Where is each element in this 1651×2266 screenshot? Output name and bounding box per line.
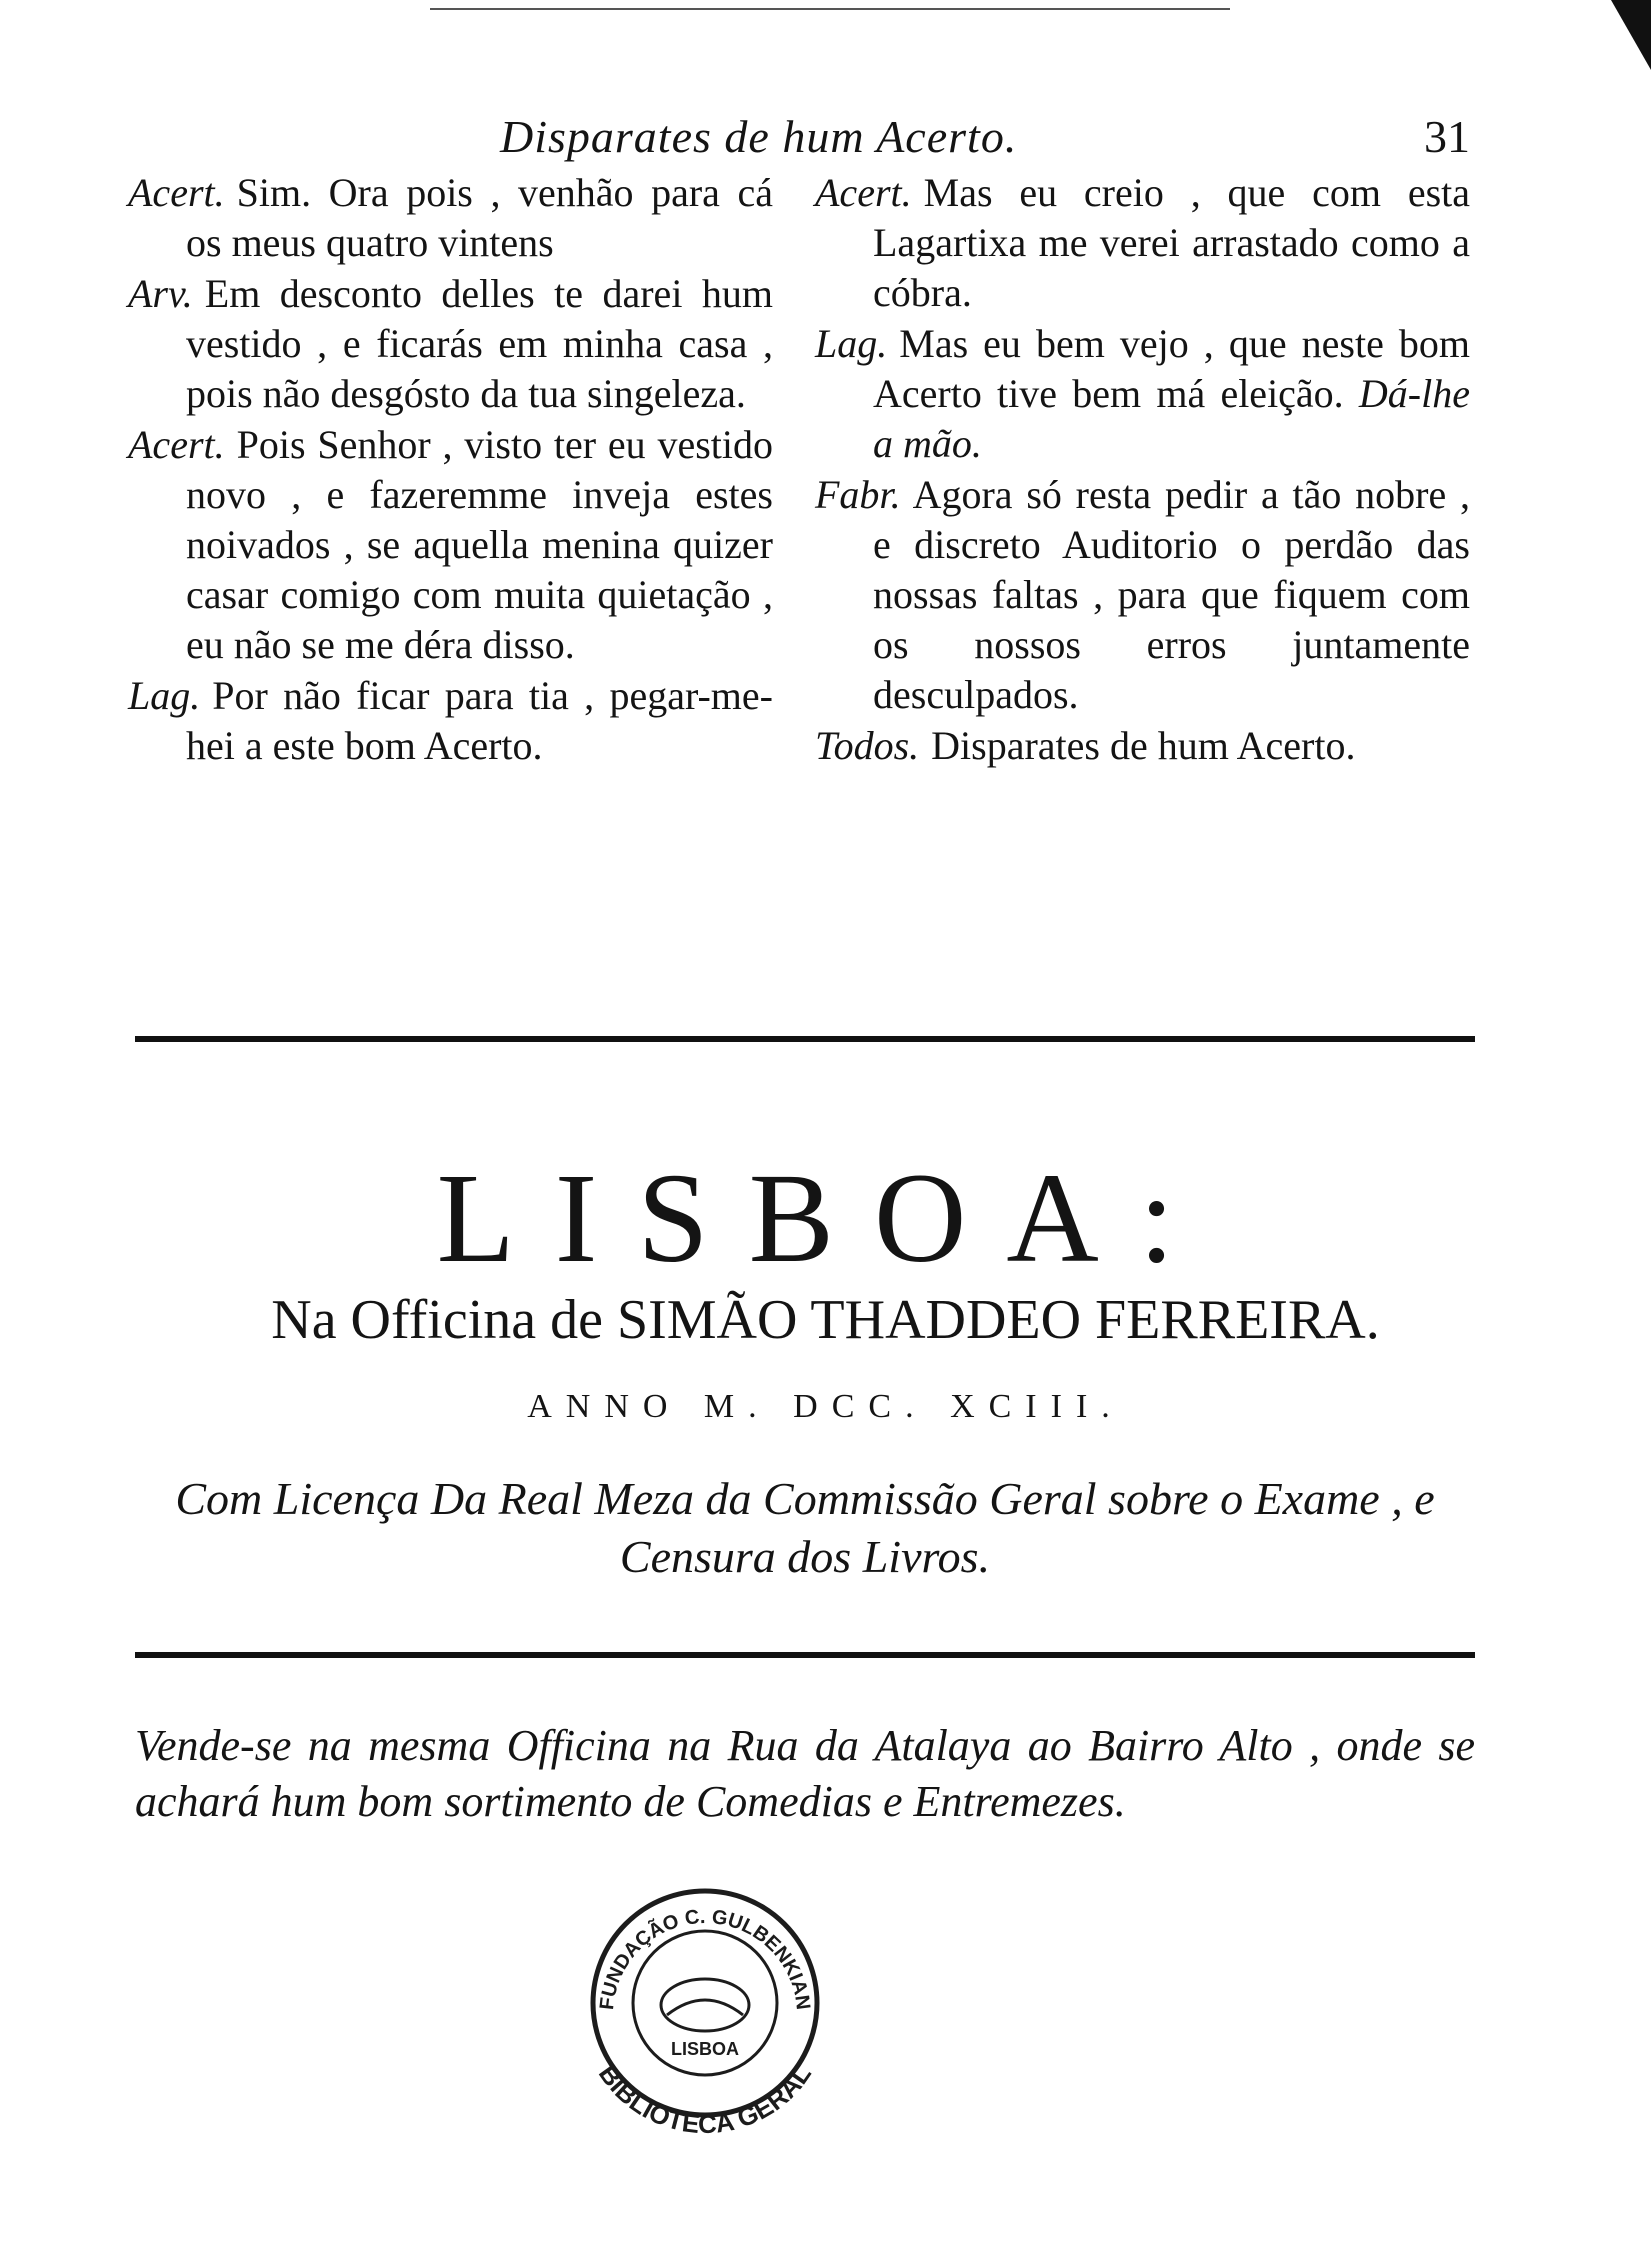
stamp-emblem-line	[667, 2000, 743, 2015]
library-stamp	[555, 1865, 855, 2155]
speaker-name: Lag.	[128, 673, 201, 718]
speaker-name: Acert.	[128, 170, 225, 215]
speech-text: Disparates de hum Acerto.	[931, 723, 1356, 768]
speech-text: Pois Senhor , visto ter eu vestido novo , e fazeremme inveja estes noivados , se aquella menina quizer casar comigo com muita quietação , eu não se me déra disso.	[186, 422, 773, 667]
left-column	[128, 168, 773, 772]
speech-line	[815, 168, 1470, 318]
ornamental-rule	[135, 1036, 1475, 1042]
speaker-name: Fabr.	[815, 472, 901, 517]
stage-direction: Dá-lhe a mão.	[873, 371, 1470, 466]
imprint-year: ANNO M. DCC. XCIII.	[527, 1388, 1124, 1425]
sale-notice: Vende-se na mesma Officina na Rua da Atalaya ao Bairro Alto , onde se achará hum bom sortimento de Comedias e Entremezes.	[135, 1721, 1475, 1826]
running-head	[500, 110, 1470, 170]
speech-text: Mas eu bem vejo , que neste bom Acerto tive bem má eleição.	[873, 321, 1470, 416]
imprint-printer: Na Officina de SIMÃO THADDEO FERREIRA.	[271, 1289, 1380, 1351]
speech-text: Mas eu creio , que com esta Lagartixa me verei arrastado como a cóbra.	[873, 170, 1470, 315]
speech-text: Em desconto delles te darei hum vestido , e ficarás em minha casa , pois não desgósto da tua singeleza.	[186, 271, 773, 416]
speech-line	[128, 671, 773, 771]
scan-edge-line	[430, 8, 1230, 10]
imprint-licence: Com Licença Da Real Meza da Commissão Geral sobre o Exame , e Censura dos Livros.	[175, 1473, 1435, 1582]
speaker-name: Acert.	[815, 170, 912, 215]
speech-text: Sim. Ora pois , venhão para cá os meus quatro vintens	[186, 170, 773, 265]
speech-line	[815, 721, 1470, 771]
speaker-name: Lag.	[815, 321, 888, 366]
stamp-outer-text: FUNDAÇÃO C. GULBENKIAN	[596, 1905, 815, 2011]
speaker-name: Arv.	[128, 271, 193, 316]
speech-line	[815, 319, 1470, 469]
right-column	[815, 168, 1470, 772]
speaker-name: Todos.	[815, 723, 920, 768]
speech-line	[128, 420, 773, 670]
stamp-inner-text: LISBOA	[670, 2039, 740, 2059]
ornamental-rule	[135, 1652, 1475, 1658]
page-number: 31	[1424, 111, 1470, 162]
imprint-city: LISBOA:	[436, 1147, 1215, 1289]
speech-line	[128, 269, 773, 419]
scan-corner-mark	[1611, 0, 1651, 70]
speech-line	[815, 470, 1470, 720]
speech-text: Agora só resta pedir a tão nobre , e discreto Auditorio o perdão das nossas faltas , para que fiquem com os nossos erros juntamente desculpados.	[873, 472, 1470, 717]
speech-line	[128, 168, 773, 268]
stamp-emblem	[661, 1979, 749, 2031]
running-title: Disparates de hum Acerto.	[500, 111, 1018, 162]
speech-text: Por não ficar para tia , pegar-me-hei a este bom Acerto.	[186, 673, 773, 768]
stamp-bottom-text: BIBLIOTECA GERAL	[592, 2059, 818, 2140]
speaker-name: Acert.	[128, 422, 225, 467]
